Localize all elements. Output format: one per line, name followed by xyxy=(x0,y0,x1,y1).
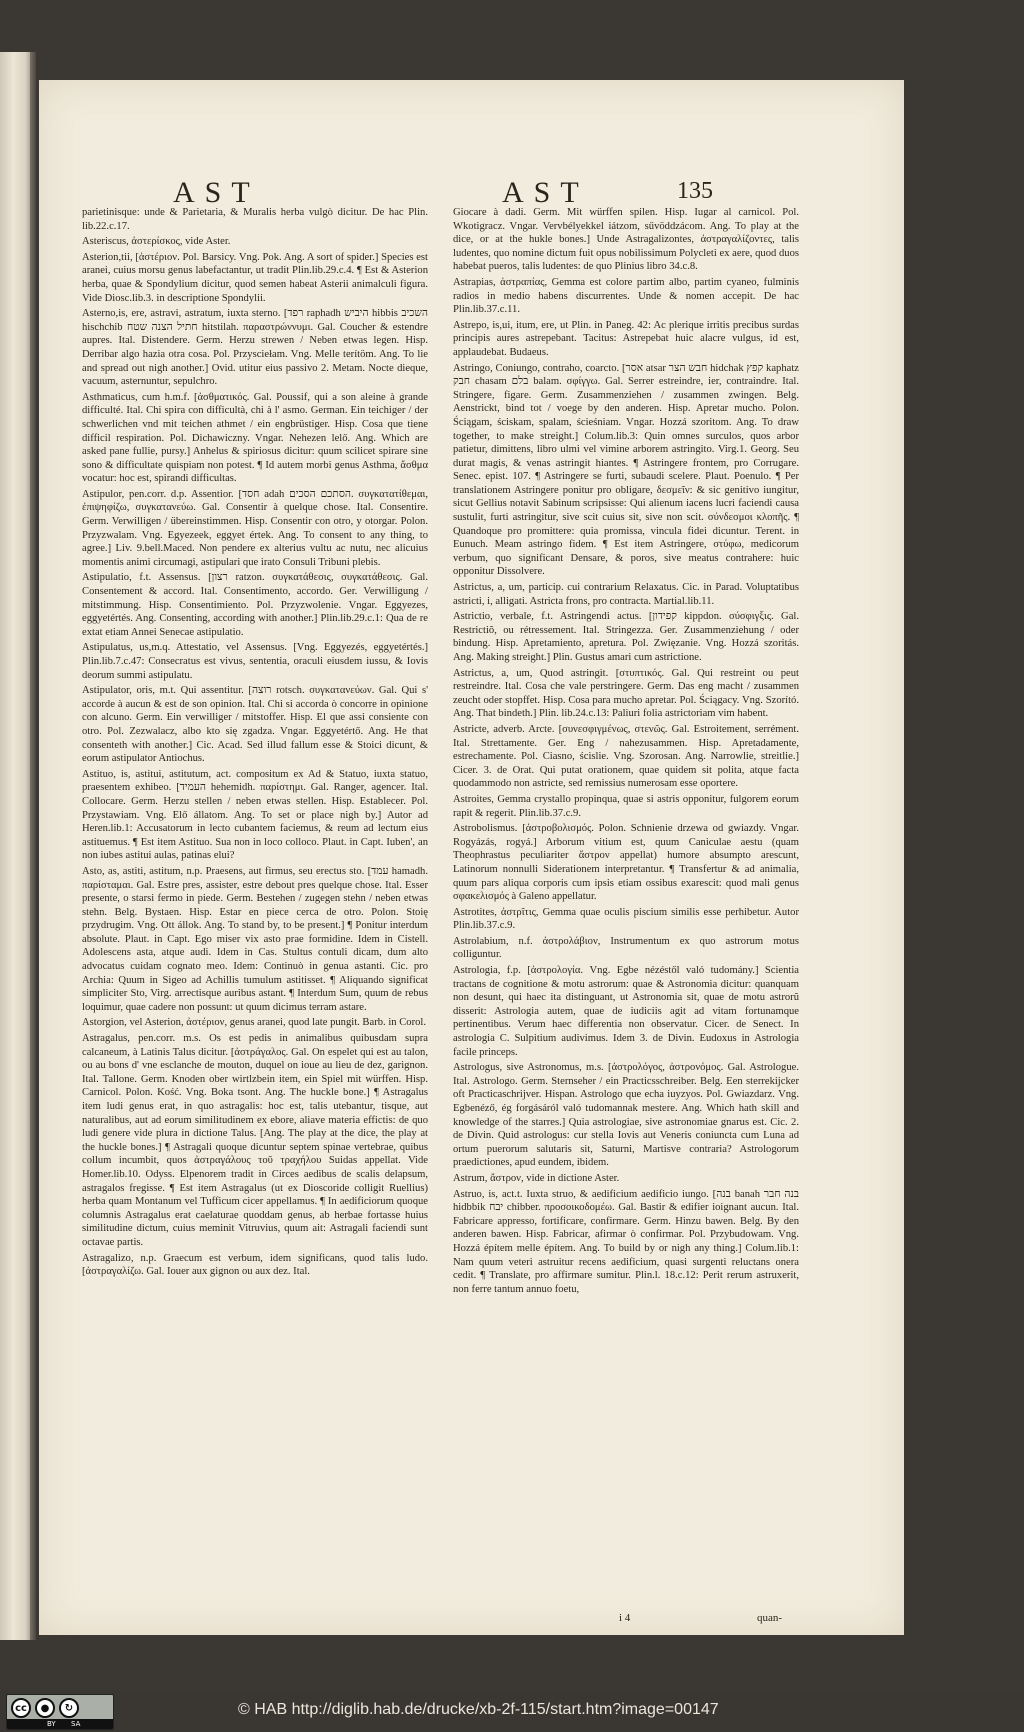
dictionary-entry: Astrologia, f.p. [ἀστρολογία. Vng. Egbe nézéstől való tudomány.] Scientia tractans de cognitione & motu astrorum: quae & Astronomia dicitur: quanquam non desunt, qui haec ita distinguant, ut Astronomia sit, quae de motu astrorũ disserit: Astrologia autem, quae de iudiciis agit ad vitam fortunamque pertinentibus. Verum haec differentia non observatur. Cicer. de Senect. In astrologia C. Sulpitium audivimus. Idem 3. de Divin. Eudoxus in Astrologia facile princeps. xyxy=(453,965,799,1058)
dictionary-entry: Astroites, Gemma crystallo propinqua, quae si astris opponitur, fulgorem eorum rapit & regerit. Plin.lib.37.c.9. xyxy=(453,793,799,819)
dictionary-entry: Astipulor, pen.corr. d.p. Assentior. [חסד adah הסתכם הסכים. συγκατατίθεμαι, ἐπιψηφίζω, συγκατανεύω. Gal. Consentir à quelque chose. Ital. Consentire. Germ. Verwilligen / übereinstimmen. Hisp. Consentir con otro, y otorgar. Polon. Przyzwalam. Vng. Egyezeek, eggyet értek. Ang. To consent to any thing, to agree.] Liv. 9.bell.Maced. Non pendere ex alterius vultu ac nutu, nec alicuius momentis animi circumagi, astipulari que irato Consuli Tribuni plebis. xyxy=(82,488,428,568)
page-fold-shadow xyxy=(30,52,36,1640)
dictionary-entry: Astringo, Coniungo, contraho, coarcto. [אסר atsar חבש הצר hidchak קפץ kaphatz חבק chasam בלם balam. σφίγγω. Gal. Serrer estreindre, ier, contraindre. Ital. Stringere, figare. Germ. Zusammenziehen / zusammen zwingen. Belg. Aenstrickt, bind tot / voege by den anderen. Hisp. Apretar mucho. Polon. Ściągam, ściskam, spalam, ścieśniam. Vngar. Hozzá szoritom. Ang. To draw together, to make streight.] Colum.lib.3: Quin omnes surculos, quos arbor patietur, dimittens, libro ulmi vel vimine arborem astringito. Virg.1. Georg. Seu durat magis, & venas astringit hiantes. ¶ Astringere frontem, pro Corrugare. Senec. epist. 107. ¶ Astringere se furti, subaudi scelere. Plaut. Poenulo. ¶ Per translationem Astringere ponitur pro obligare, δεσμεῖν: & sic genitivo iungitur, sicut Gellius notavit Sabinum scripsisse: Qui alienum iacens lucri faciendi causa sustulit, furti astringitur, sive scit cuius sit, sive non scit. σύνδεσμοι κλοπῆς. ¶ Quandoque pro promittere: quia promissa, vincula fidei dicuntur. Terent. in Eunuch. Meam astringo fidem. ¶ Est item Astringere, στύφω, medicorum verbum, quo significant Densare, & poros, sive meatus contrahere: huic opponitur Dissolvere. xyxy=(453,362,799,578)
dictionary-entry: Asto, as, astiti, astitum, n.p. Praesens, aut firmus, seu erectus sto. [עמד hamadh. παρίσταμαι. Gal. Estre pres, assister, estre debout pres quelque chose. Ital. Esser presente, o starsi fermo in piede. Germ. Bestehen / zugegen stehn / neben etwas stehn. Belg. Bystaen. Hisp. Estar en piece cerca de otro. Polon. Stoię przydrugim. Vng. Ott állok. Ang. To stand by, to be present.] ¶ Ponitur interdum absolute. Plaut. in Capt. Ego miser vix asto prae formidine. Idem in Cistell. Adolescens asta, atque audi. Idem in Cas. Stultus contuli dicam, dum alto advocatus cuidam cognato meo. Idem: Continuò in genua astanti. Cic. pro Archia: Quum in Sigeo ad Achillis tumulum astitisset. ¶ Aliquando significat simpliciter Sto, Virg. arrectisque auribus astant. ¶ Interdum Sum, quum de rebus loquimur, quae cadere non possunt: ut quum dicimus terram astare. xyxy=(82,865,428,1013)
book-spine-edge xyxy=(0,52,34,1640)
cc-icon: cc xyxy=(11,1698,31,1718)
dictionary-entry: Astricte, adverb. Arcte. [συνεσφιγμένως, στενῶς. Gal. Estroitement, serrément. Ital. Strettamente. Ger. Eng / nahezusammen. Hisp. Apretadamente, estrechamente. Pol. Ciasno, ścislie. Vng. Szorosan. Ang. Narrowlie, streitlie.] Cicer. 3. de Orat. Qui putat orationem, quae quidem sit polita, atque facta quodammodo non astricte, sed remissius numerosam esse oportere. xyxy=(453,723,799,790)
dictionary-entry: Astruo, is, act.t. Iuxta struo, & aedificium aedificio iungo. [בנה banah בנה חבר hidbbik יבח chibber. προσοικοδομέω. Gal. Bastir & edifier ioignant aucun. Ital. Fabricare appresso, fortificare, confirmare. Germ. Hinzu bawen. Belg. By den anderen bawen. Hisp. Fabricar, afirmar ò confirmar. Pol. Przybudowam. Vng. Hozzá építem melle építem. Ang. To build by or nigh any thing.] Colum.lib.1: Nam quum veteri astruitur recens aedificium, quasi surgenti reluctans onera cedit. ¶ Translate, pro affirmare sumitur. Plin.l. 18.c.12: Perit rerum astruxerit, non ferre tantum annuo foetu, xyxy=(453,1188,799,1295)
dictionary-entry: Astrictus, a, um, particip. cui contrarium Relaxatus. Cic. in Parad. Voluptatibus astricti, i, alligati. Astricta frons, pro contracta. Martial.lib.11. xyxy=(453,582,799,607)
dictionary-entry: Astrum, ἄστρον, vide in dictione Aster. xyxy=(453,1172,620,1184)
dictionary-entry: Astipulator, oris, m.t. Qui assentitur. [רוצה rotsch. συγκατανεύων. Gal. Qui s' accorde à aucun & est de son opinion. Ital. Chi si accorda ò concorre in opinione con alcuno. Germ. Ein verwilliger / mitstoffer. Hisp. El que assi consiente con otro. Pol. Zezwalacz, albo kto się zgadza. Vngar. Eggyetértő. Ang. He that consenteth with another.] Cic. Acad. Sed illud fallum esse & Stoici dicunt, & eorum astipulator Antiochus. xyxy=(82,685,428,765)
dictionary-entry: Astrictus, a, um, Quod astringit. [στυπτικός. Gal. Qui restreint ou peut restreindre. Ital. Cosa che vale perstringere. Germ. Das eng macht / zusammen zeucht oder stopffet. Hisp. Cosa para mucho apretar. Pol. Ściągacy. Vng. Szorító. Ang. That bindeth.] Plin. lib.24.c.13: Paliuri folia astrictoriam vim habent. xyxy=(453,667,799,720)
text-column-left xyxy=(82,206,428,1606)
dictionary-entry: Astragalizo, n.p. Graecum est verbum, idem significans, quod talis ludo. [ἀστραγαλίζω. Gal. Iouer aux gignon ou aux dez. Ital. xyxy=(82,1252,428,1278)
dictionary-entry: Astragalus, pen.corr. m.s. Os est pedis in animalibus quibusdam supra calcaneum, à Latinis Talus dicitur. [ἀστράγαλος. Gal. On espelet qui est au talon, ou au bons d' vne esclanche de mouton, duquel on ioue au lieu de dez, garignon. Ital. Tallone. Germ. Knoden ober wirtlzbein item, ein Spiel mit würffen. Hisp. Carnicol. Polon. Kość. Vng. Boka tsont. Ang. The huckle bone.] ¶ Astragalus item ludi genus erat, in quo astragalis: hoc est, talis utebantur, tisque, aut naturalibus, aut ad eorum similitudinem ex ebore, aliave materia effictis: de quo ludi genere vide plura in dictione Talus. [Ang. The play at the dice, the play at the huckle bones.] ¶ Astragali quoque dicuntur septem spinae vertebrae, quibus collum incumbit, quos ἀστραγάλους τοῦ τραχήλου Suidas appellat. Vide Homer.lib.10. Odyss. Elpenorem tradit in Circes aedibus de scalis delapsum, astragalos fregisse. ¶ Est item Astragalus (ut ex Dioscoride colligit Ruellius) herba quam Montanum vel Tufficum cicer appellamus. ¶ In aedificiorum quoque columnis Astragalus erat caelaturae quoddam genus, ab herbae fortasse huius similitudine dictum, cuius meminit Vitruvius, quum ait: Astragali faciendi sunt octavae partis. xyxy=(82,1033,428,1248)
cc-icons xyxy=(11,1698,79,1718)
scanned-page xyxy=(39,80,904,1635)
text-column-right xyxy=(453,206,799,1606)
license-label-bar xyxy=(7,1719,113,1729)
dictionary-entry: Astrolabium, n.f. ἀστρολάβιον, Instrumentum ex quo astrorum motus colliguntur. xyxy=(453,935,799,961)
dictionary-entry: Astituo, is, astitui, astitutum, act. compositum ex Ad & Statuo, iuxta statuo, praesentem exhibeo. [העמיד hehemidh. παρίστημι. Gal. Ranger, agencer. Ital. Collocare. Germ. Herzu stellen / neben etwas stellen. Hisp. Establecer. Pol. Przystawiam. Vng. Elő állatom. Ang. To set or place nigh by.] Autor ad Heren.lib.1: Accusatorum in lecto cubantem faciemus, & reum ad lectum eius astituemus. ¶ Est item Astituo. Sua non in loco colloco. Plaut. in Capt. Iuben', an non iubes astitui aulas, patinas elui? xyxy=(82,768,428,862)
footer-bar xyxy=(0,1690,1024,1732)
dictionary-entry: Astipulatus, us,m.q. Attestatio, vel Assensus. [Vng. Eggyezés, eggyetértés.] Plin.lib.7.c.47: Consecratus est vivus, sententia, oraculi eiusdem iussu, & Iovis deorum summi astipulatu. xyxy=(82,642,428,681)
dictionary-entry: Astrotites, ἀστρῖτις, Gemma quae oculis piscium similis esse perhibetur. Autor Plin.lib.37.c.9. xyxy=(453,906,799,932)
dictionary-entry: Astrobolismus. [ἀστροβολισμός. Polon. Schnienie drzewa od gwiazdy. Vngar. Rogyázás, rogyá.] Arborum vitium est, quum Caniculae aestu (quam Theophrastus peculiariter ἄστρον appellat) humore absumpto arescunt, Latinorum nonnulli Siderationem interpretantur. ¶ Transfertur & ad animalia, quum pars aliqua corporis cum ipsis etiam ossibus exarescit: quod mali genus σφακελισμός à Galeno appellatur. xyxy=(453,823,799,903)
dictionary-entry: Astipulatio, f.t. Assensus. [רצון ratzon. συγκατάθεσις, συγκατάθεσις. Gal. Consentement & accord. Ital. Consentimento, accordo. Ger. Verwilligung / mitstimmung. Hisp. Consentimiento. Pol. Przyzwolenie. Vngar. Eggyezes, eggyetértés. Ang. Consenting, according with another.] Plin.lib.29.c.1: Qua de re extat etiam Annei Senecae astipulatio. xyxy=(82,572,428,638)
page-number: 135 xyxy=(677,178,713,204)
running-head-right: AST xyxy=(502,176,589,209)
dictionary-entry: Asteriscus, ἀστερίσκος, vide Aster. xyxy=(82,236,231,248)
signature-mark: i 4 xyxy=(619,1612,631,1624)
running-head-left: AST xyxy=(173,176,260,209)
sa-share-alike-icon: ↻ xyxy=(59,1698,79,1718)
dictionary-entry: Astrapias, ἀστραπίας, Gemma est colore partim albo, partim cyaneo, fulminis radios in medio habens discurrentes. Unde & nomen accepit. De hac Plin.lib.37.c.11. xyxy=(453,276,799,316)
cc-license-badge[interactable] xyxy=(6,1694,114,1730)
dictionary-entry: parietinisque: unde & Parietaria, & Muralis herba vulgò dicitur. De hac Plin. lib.22.c.17. xyxy=(82,207,428,232)
dictionary-entry: Astrepo, is,ui, itum, ere, ut Plin. in Paneg. 42: Ac plerique irritis precibus surdas principis aures astrepebant. Tacitus: Astrepebat huic alacre vulgus, id est, applaudebat. Budaeus. xyxy=(453,319,799,358)
dictionary-entry: Astorgion, vel Asterion, ἀστέριον, genus aranei, quod late pungit. Barb. in Corol. xyxy=(82,1017,426,1029)
license-by-label: BY xyxy=(47,1720,56,1728)
dictionary-entry: Asthmaticus, cum h.m.f. [ἀσθματικός. Gal. Poussif, qui a son aleine à grande difficulté. Ital. Chi spira con difficultà, chi à l' asmo. German. Ein teichiger / der schwerlichen vnd mit teichen athmet / ein engbrüstiger. Hisp. Cosa que tiene difficil respiration. Pol. Dichawiczny. Vngar. Nehezen lelő. Ang. Which are asked pane fullie, pursy.] Anhelus & spiriosus dicitur: quum scilicet spirare sine sono & difficultate quispiam non potest. ¶ Id autem morbi genus Asthma, ἄσθμα vocatur: hoc est, spirandi difficultas. xyxy=(82,391,428,485)
dictionary-entry: Astrologus, sive Astronomus, m.s. [ἀστρολόγος, ἀστρονόμος. Gal. Astrologue. Ital. Astrologo. Germ. Sternseher / ein Practicsschreiber. Belg. Een sterrekijcker oft Practicaschrijver. Hispan. Astrologo que echa iuyzyos. Pol. Gwiazdarz. Vng. Egbenéző, ég forgásáról való tudomannak mestere. Ang. Which hath skill and knowledge of the starres.] Quia astrologiae, sive astronomiae gnarus est. Cic. 2. de Divin. Quid astrologus: cur stella Iovis aut Veneris coniuncta cum Luna ad ortum puerorum salutaris sit, Saturni, Martisve contraria? Astrologorum praedictiones, apud eundem, ibidem. xyxy=(453,1062,799,1169)
dictionary-entry: Asterno,is, ere, astravi, astratum, iuxta sterno. [רפד raphadh היביש hibbis השכיב hischchib חתיל הצנה שטח hitstilah. παραστρώννυμι. Gal. Coucher & estendre aupres. Ital. Distendere. Germ. Herzu strewen / Neben etwas legen. Hisp. Derribar algo hazia otra cosa. Pol. Przysciełam. Vng. Melle terítöm. Ang. To lie and spread out nigh another.] Ovid. utitur eius passivo 2. Metam. Nocte dieque, vacuum, asternuntur, sepulchro. xyxy=(82,308,428,388)
dictionary-entry: Giocare à dadi. Germ. Mit würffen spilen. Hisp. Iugar al carnicol. Pol. Wkotigracz. Vngar. Vervbélyekkel iátzom, sűvöddzácom. Ang. To play at the dice, or at the hukle bones.] Unde Astragalizontes, ἀστραγαλίζοντες, talis ludentes, quo nomine dictum fuit opus nobilissimum Polycleti ex aere, quod duos habebat pueros, talis ludentes: de quo Plinius libro 34.c.8. xyxy=(453,207,799,273)
license-sa-label: SA xyxy=(71,1720,81,1728)
dictionary-entry: Astrictio, verbale, f.t. Astringendi actus. [קפידון kippdon. σύσφιγξις. Gal. Restrictiõ, ou rétressement. Ital. Stringezza. Ger. Zusammenziehung / oder bindung. Hisp. Apretamiento, apretura. Pol. Zwięzanie. Vng. Hozzá szoritás. Ang. Making streight.] Plin. Gustus amari cum astrictione. xyxy=(453,611,799,663)
by-person-icon: ● xyxy=(35,1698,55,1718)
copyright-url[interactable]: © HAB http://diglib.hab.de/drucke/xb-2f-115/start.htm?image=00147 xyxy=(238,1701,719,1718)
catchword: quan- xyxy=(757,1612,783,1624)
dictionary-entry: Asterion,tii, [ἀστέριον. Pol. Barsicy. Vng. Pok. Ang. A sort of spider.] Species est aranei, cuius morsu genus labefactantur, ut tradit Plin.lib.29.c.4. ¶ Est & Asterion herba, quae & Spondylium dicitur, quod semen habeat Asterii animalculi figura. Vide Diosc.lib.3. in descriptione Spondylii. xyxy=(82,251,428,304)
